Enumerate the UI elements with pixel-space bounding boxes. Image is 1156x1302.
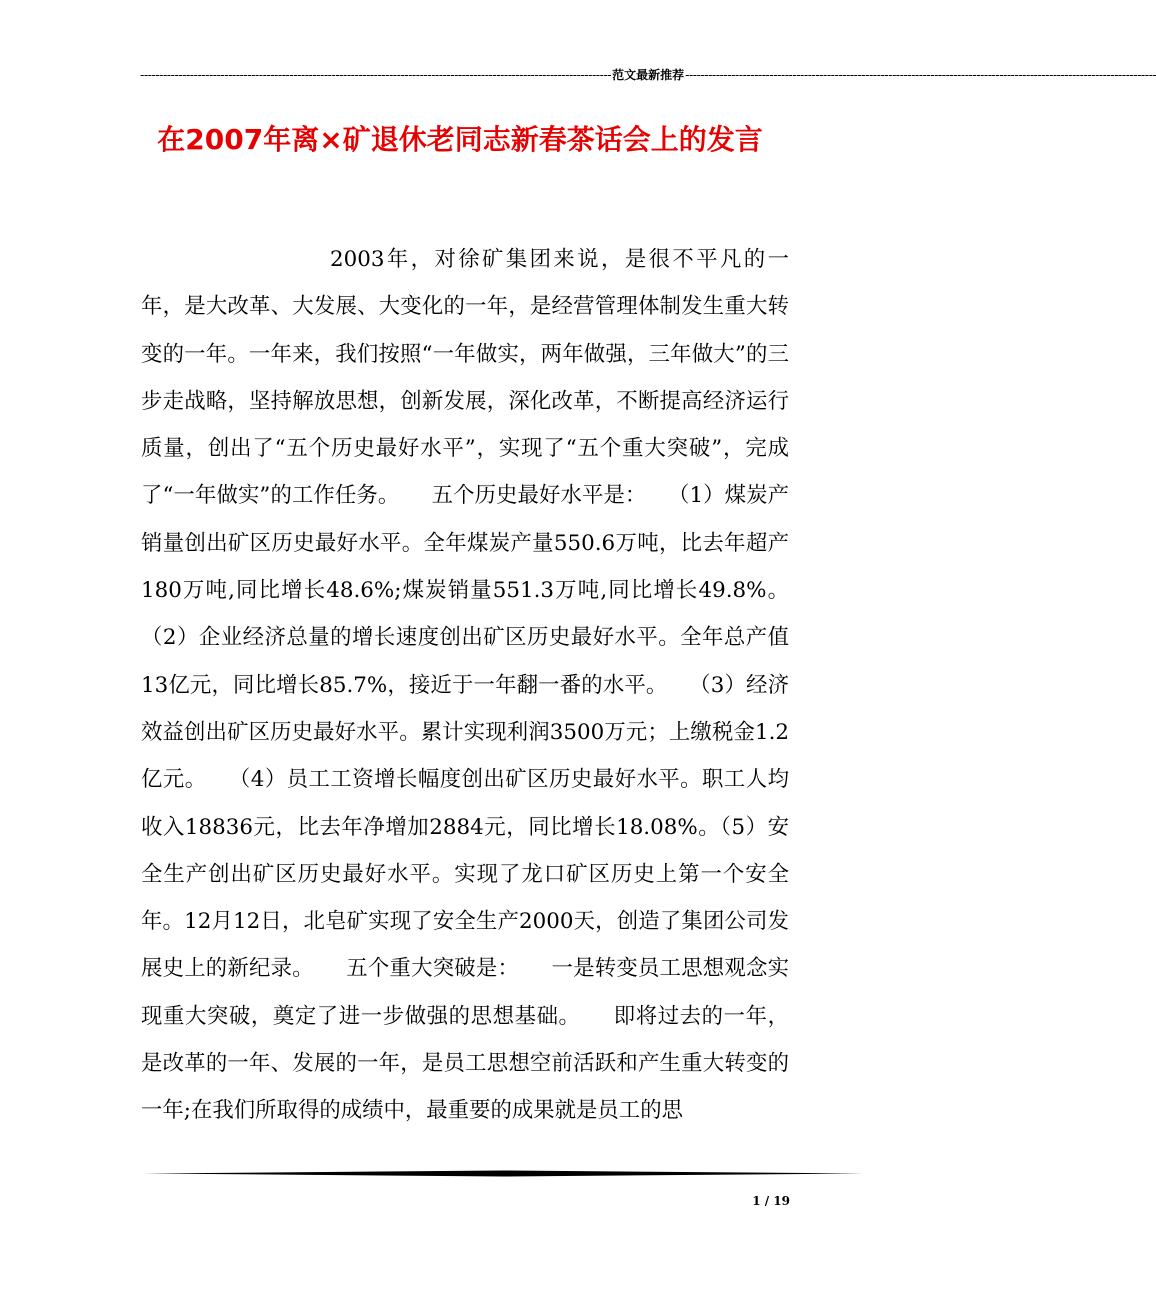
document-title: 在2007年离×矿退休老同志新春茶话会上的发言 xyxy=(157,123,763,156)
header-dashes-left: --------------------------------------------------------------------------------------------------------------------------- xyxy=(140,68,612,82)
header-label: 范文最新推荐 xyxy=(612,68,685,82)
footer-rule xyxy=(143,1170,863,1178)
page-number: 1 / 19 xyxy=(752,1194,790,1208)
document-body: 2003年，对徐矿集团来说，是很不平凡的一年，是大改革、大发展、大变化的一年，是经营管理体制发生重大转变的一年。一年来，我们按照“一年做实，两年做强，三年做大”的三步走战略，坚持解放思想，创新发展，深化改革，不断提高经济运行质量，创出了“五个历史最好水平”，实现了“五个重大突破”，完成了“一年做实”的工作任务。 五个历史最好水平是： （1）煤炭产销量创出矿区历史最好水平。全年煤炭产量550.6万吨，比去年超产180万吨,同比增长48.6%;煤炭销量551.3万吨,同比增长49.8%。（2）企业经济总量的增长速度创出矿区历史最好水平。全年总产值13亿元，同比增长85.7%，接近于一年翻一番的水平。 （3）经济效益创出矿区历史最好水平。累计实现利润3500万元；上缴税金1.2亿元。 （4）员工工资增长幅度创出矿区历史最好水平。职工人均收入18836元，比去年净增加2884元，同比增长18.08%。（5）安全生产创出矿区历史最好水平。实现了龙口矿区历史上第一个安全年。12月12日，北皂矿实现了安全生产2000天，创造了集团公司发展史上的新纪录。 五个重大突破是： 一是转变员工思想观念实现重大突破，奠定了进一步做强的思想基础。 即将过去的一年，是改革的一年、发展的一年，是员工思想空前活跃和产生重大转变的一年;在我们所取得的成绩中，最重要的成果就是员工的思 xyxy=(141,247,789,1124)
page-header xyxy=(140,66,1156,84)
header-dashes-right: --------------------------------------------------------------------------------------------------------------------------- xyxy=(685,68,1156,82)
